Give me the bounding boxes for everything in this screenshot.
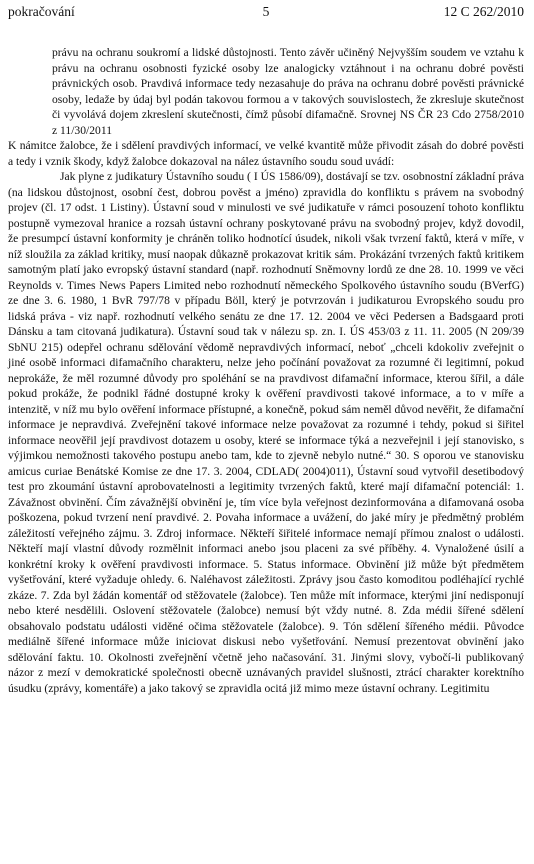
paragraph-constitutional-court-citation: Jak plyne z judikatury Ústavního soudu ( I ÚS 1586/09), dostávají se tzv. osobnostní základní práva (na lidskou důstojnost, osobní čest, dobrou pověst a jméno) zpravidla do konfliktu s právem na svobodný projev (čl. 17 odst. 1 Listiny). Ústavní soud v minulosti ve své judikatuře v rámci posouzení tohoto konfliktu postupně vymezoval hranice a rozsah ústavní ochrany poskytované právu na svobodný projev, když dovodil, že presumpcí ústavní konformity je chráněn toliko hodnotící úsudek, nikoli však tvrzení faktů, která v míře, v níž sloužila za základ kritiky, musí naopak důkazně prokazovat kritik sám. Prokázání tvrzených faktů kritikem samotným platí jako evropský ústavní standard (např. rozhodnutí Sněmovny lordů ze dne 28. 10. 1999 ve věci Reynolds v. Times News Papers Limited nebo rozhodnutí německého Spolkového ústavního soudu (BVerfG) ze dne 3. 6. 1980, 1 BvR 797/78 v případu Böll, který je potvrzován i judikaturou Evropského soudu pro lidská práva - viz např. rozhodnutí velkého senátu ze dne 17. 12. 2004 ve věci Pedersen a Badsgaard proti Dánsku a tam citovaná judikatura). Ústavní soud tak v nálezu sp. zn. I. ÚS 453/03 z 11. 11. 2005 (N 209/39 SbNU 215) odepřel ochranu sdělování vědomě nepravdivých informací, neboť „chceli kdokoliv zveřejnit o jiné osobě informaci difamačního charakteru, nelze jeho počínání považovat za rozumné či legitimní, pokud neprokáže, že měl rozumné důvody pro spoléhání se na pravdivost difamační informace, kterou šířil, a dále pokud prokáže, že podnikl řádné dostupné kroky k ověření pravdivosti takové informace, a to v míře a intenzitě, v níž mu bylo ověření informace přístupné, a konečně, pokud sám neměl důvod nevěřit, že difamační informace je nepravdivá. Zveřejnění takové informace nelze považovat za rozumné i tehdy, pokud si šiřitel informace neověřil její pravdivost dotazem u osoby, které se informace týká a nezveřejnil i její stanovisko, s výjimkou nemožnosti takového postupu anebo tam, kde to zjevně nebylo nutné.“ 30. S oporou ve stanovisku amicus curiae Benátské Komise ze dne 17. 3. 2004, CDLAD( 2004)011), Ústavní soud vytvořil desetibodový test pro zkoumání ústavní aprobovatelnosti a legitimity tvrzených faktů, které mají difamační potenciál: 1. Závažnost obvinění. Čím závažnější obvinění je, tím více byla veřejnost dezinformována a difamovaná osoba poškozena, pokud tvrzení není pravdivé. 2. Povaha informace a uvážení, do jaké míry je předmětný problém záležitostí veřejného zájmu. 3. Zdroj informace. Někteří šiřitelé informace nemají přímou znalost o události. Někteří mají vlastní důvody rozmělnit informaci anebo jsou placeni za své příběhy. 4. Vynaložené úsilí a konkrétní kroky k ověření pravdivosti informace. 5. Status informace. Obvinění již může být předmětem vyšetřování, které vyžaduje ohledy. 6. Naléhavost záležitosti. Zprávy jsou často komoditou podléhající rychlé zkáze. 7. Zda byl žádán komentář od stěžovatele (žalobce). Ten může mít informace, kterými jiní nedisponují nebo které nesdělili. Oslovení stěžovatele (žalobce) nemusí být vždy nutné. 8. Zda médii šířené sdělení obsahovalo podstatu události viděné očima stěžovatele (žalobce). 9. Tón sdělení šířeného médii. Původce mediálně šířené informace může iniciovat diskusi nebo vyšetřování. Nemusí prezentovat obvinění jako sdělování faktu. 10. Okolnosti zveřejnění včetně jeho načasování. 31. Jinými slovy, vybočí-li publikovaný názor z mezí v demokratické společnosti obecně uznávaných pravidel slušnosti, ztrácí charakter korektního úsudku (zprávy, komentáře) a jako takový se zpravidla ocitá již mimo meze ústavní ochrany. Legitimitu: [8, 170, 524, 695]
page-number: 5: [262, 4, 270, 19]
document-body: [8, 45, 524, 696]
page-header: [8, 3, 524, 21]
paragraph-court-response: K námitce žalobce, že i sdělení pravdivých informací, ve velké kvantitě může přivodit zásah do dobré pověsti a tedy i vznik škody, když žalobce dokazoval na nález ústavního soudu soud uvádí:: [8, 139, 524, 168]
paragraph-quote-continuation: právu na ochranu soukromí a lidské důstojnosti. Tento závěr učiněný Nejvyšším soudem ve vztahu k právu na ochranu osobnosti fyzické osoby lze analogicky vztáhnout i na ochranu dobré pověsti právnických osob. Pravdivá informace tedy nezasahuje do práva na ochranu dobré pověsti právnické osoby, ledaže by údaj byl podán takovou formou a v takových souvislostech, že zkresluje skutečnost či vyvolává dojem zkreslení skutečnosti, čímž působí difamačně. Srovnej NS ČR 23 Cdo 2758/2010 z 11/30/2011: [52, 46, 524, 137]
continuation-label: pokračování: [8, 4, 75, 19]
case-number: 12 C 262/2010: [443, 4, 524, 19]
